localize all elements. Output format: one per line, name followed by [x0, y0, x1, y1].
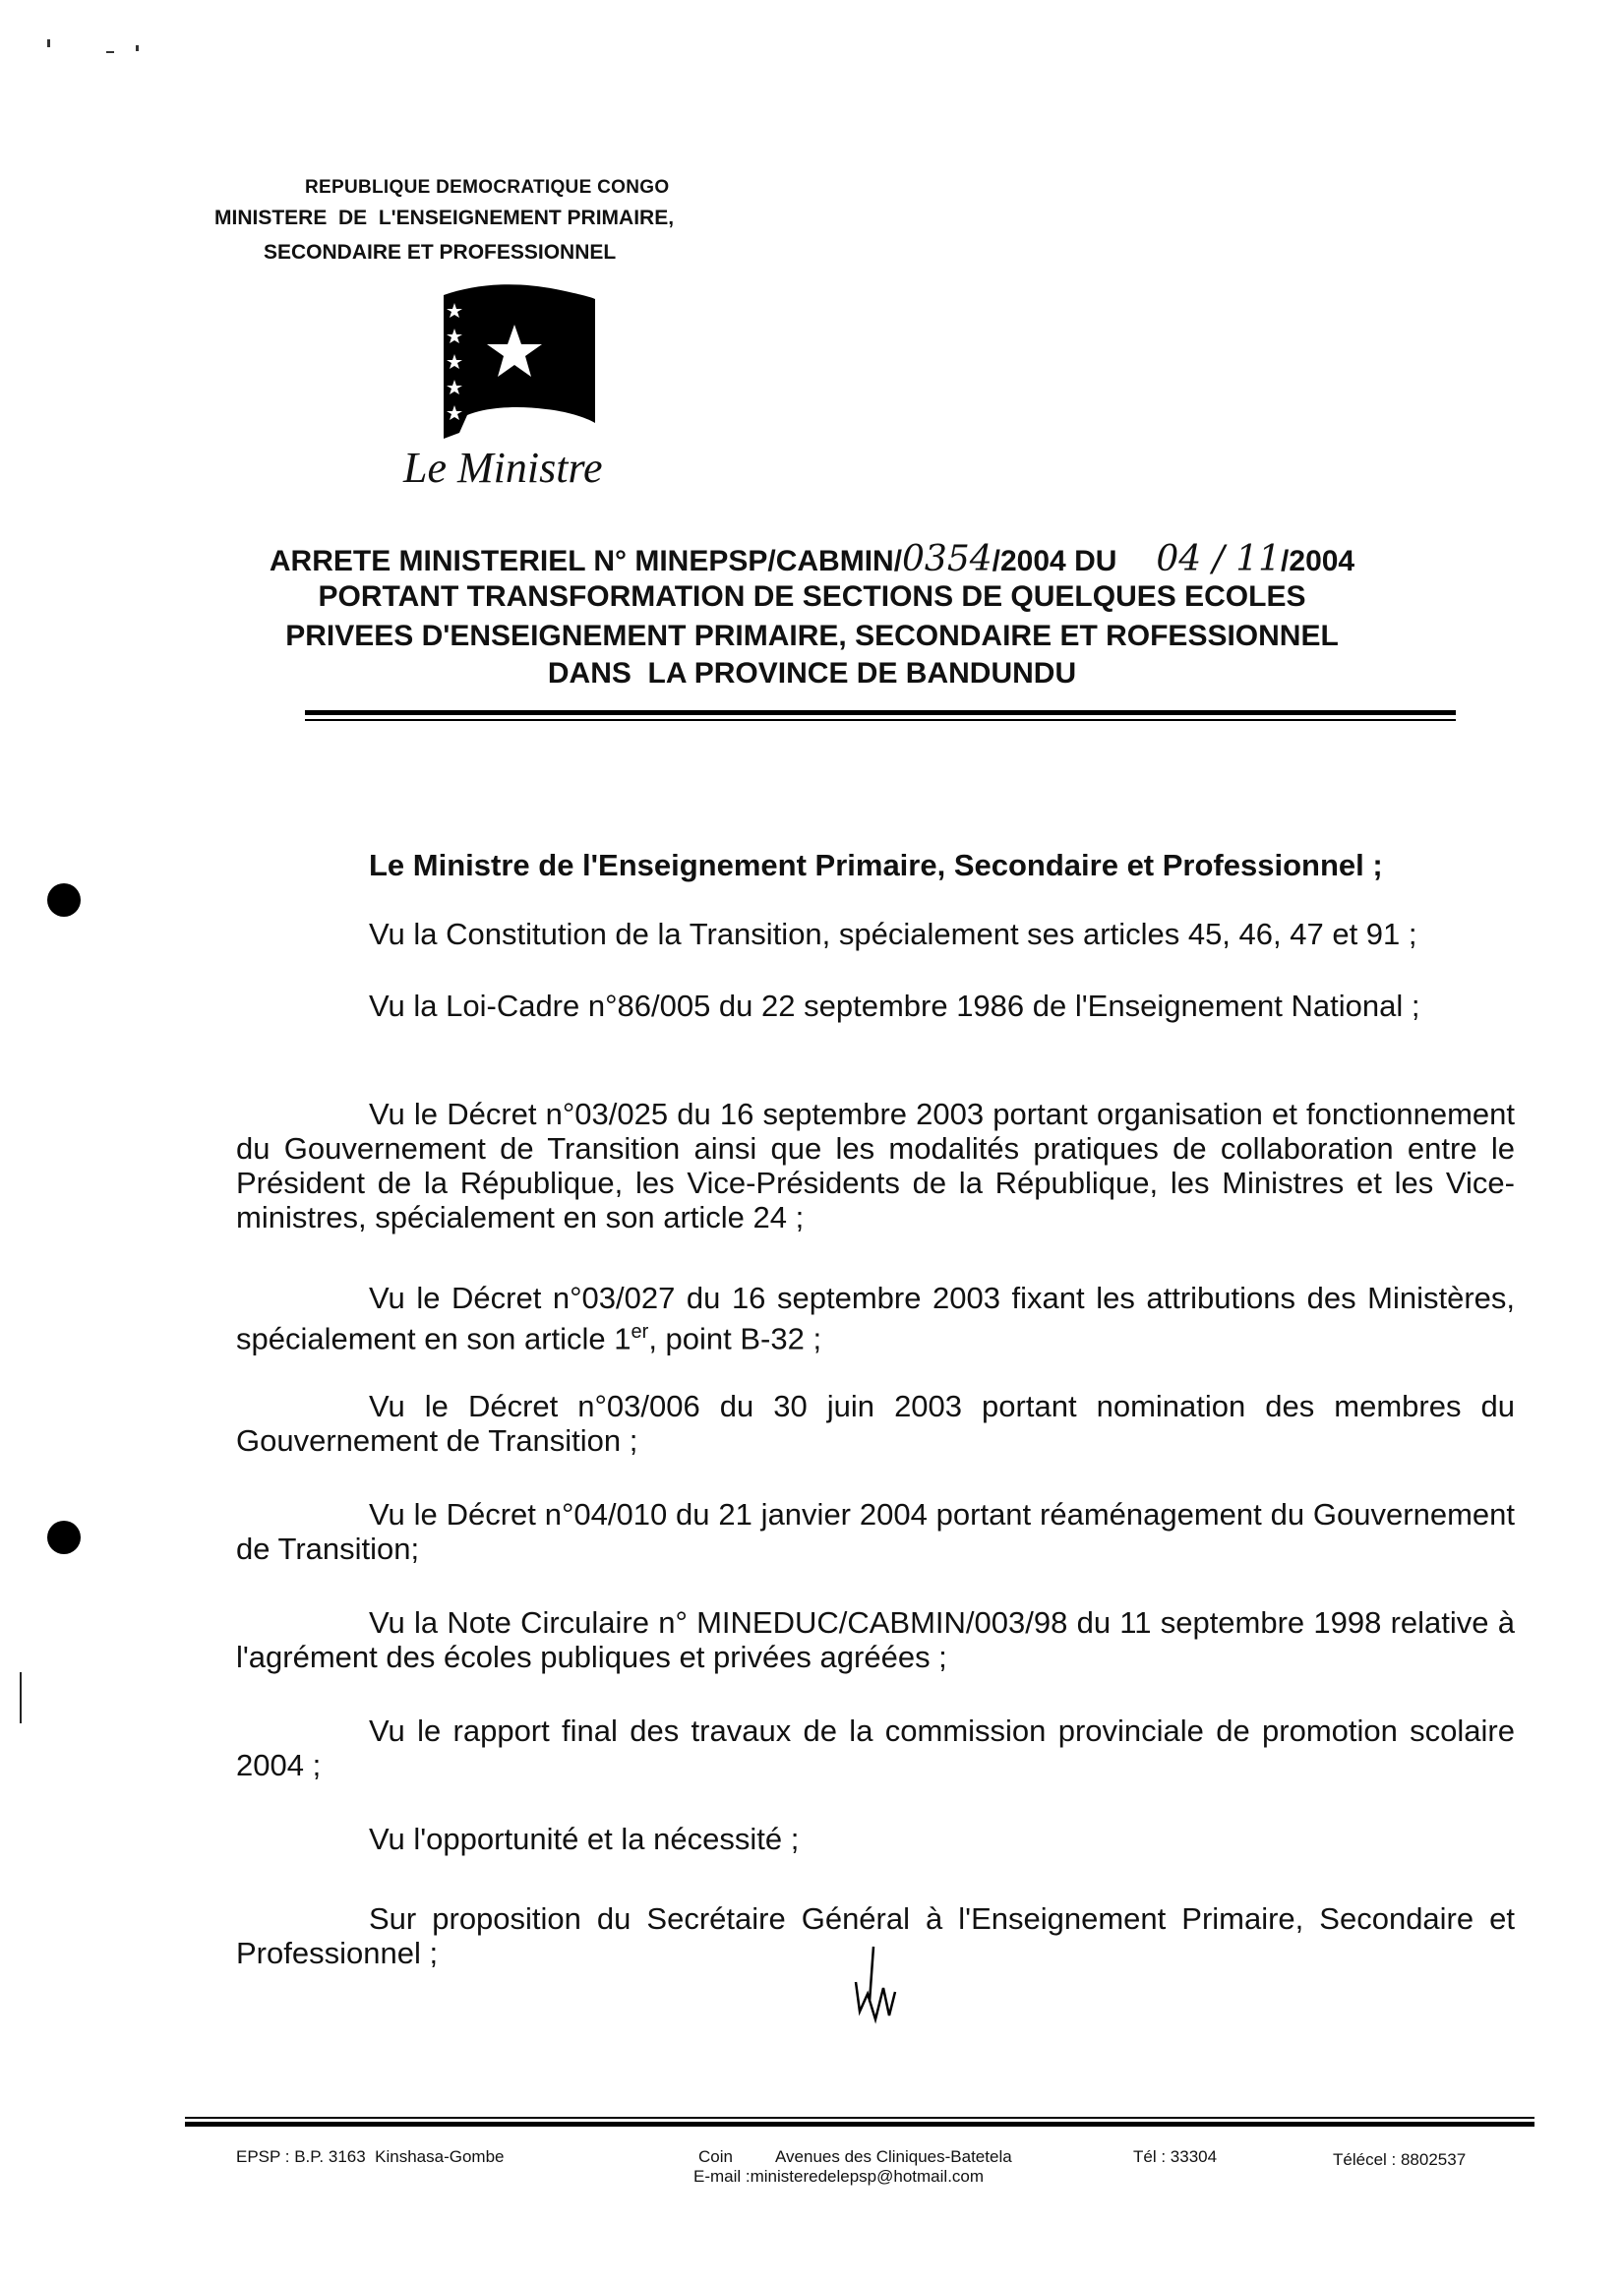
p4-text-end: , point B-32 ; — [648, 1321, 822, 1356]
punch-hole — [47, 883, 81, 917]
footer-telecel: Télécel : 8802537 — [1333, 2150, 1467, 2169]
handwritten-initials — [846, 1943, 915, 2031]
paragraph-loi-cadre: Vu la Loi-Cadre n°86/005 du 22 septembre 1986 de l'Enseignement National ; — [369, 989, 1420, 1023]
header-ministry-line2: SECONDAIRE ET PROFESSIONNEL — [264, 241, 617, 264]
decree-title-line1 — [0, 539, 1624, 579]
p4-text: Vu le Décret n°03/027 du 16 septembre 2003 fixant les attributions des Ministères, spécialement en son article 1 — [236, 1281, 1515, 1356]
decree-title-line2: PORTANT TRANSFORMATION DE SECTIONS DE QUELQUES ECOLES — [318, 580, 1306, 613]
footer-email: E-mail :ministeredelepsp@hotmail.com — [693, 2167, 985, 2186]
footer-rule-thick — [185, 2122, 1534, 2127]
footer-address: EPSP : B.P. 3163 Kinshasa-Gombe — [236, 2147, 505, 2166]
footer-coin: Coin — [698, 2147, 733, 2166]
punch-hole — [47, 1521, 81, 1554]
paragraph-constitution: Vu la Constitution de la Transition, spécialement ses articles 45, 46, 47 et 91 ; — [369, 917, 1417, 951]
scan-mark — [136, 45, 139, 51]
p4-superscript: er — [631, 1321, 649, 1343]
paragraph-decret-04-010: Vu le Décret n°04/010 du 21 janvier 2004 portant réaménagement du Gouvernement de Transition; — [236, 1497, 1515, 1566]
header-country: REPUBLIQUE DEMOCRATIQUE CONGO — [305, 177, 670, 198]
header-ministry-line1: MINISTERE DE L'ENSEIGNEMENT PRIMAIRE, — [214, 207, 675, 229]
paragraph-decret-03-025: Vu le Décret n°03/025 du 16 septembre 2003 portant organisation et fonctionnement du Gouvernement de Transition ainsi que les modalités pratiques de collaboration entre le Président de la République, les Vice-Présidents de la République, les Ministres et les Vice-ministres, spécialement en son article 24 ; — [236, 1097, 1515, 1234]
paragraph-opportunite: Vu l'opportunité et la nécessité ; — [369, 1822, 800, 1856]
footer-avenues: Avenues des Cliniques-Batetela — [775, 2147, 1012, 2166]
scan-mark — [106, 51, 114, 53]
paragraph-decret-03-006: Vu le Décret n°03/006 du 30 juin 2003 portant nomination des membres du Gouvernement de Transition ; — [236, 1389, 1515, 1458]
decree-title-line4: DANS LA PROVINCE DE BANDUNDU — [547, 657, 1077, 690]
flag-emblem — [438, 275, 600, 443]
footer-tel: Tél : 33304 — [1133, 2147, 1218, 2166]
title-mid: /2004 DU — [992, 545, 1117, 577]
paragraph-rapport-final: Vu le rapport final des travaux de la commission provinciale de promotion scolaire 2004 ; — [236, 1714, 1515, 1782]
paragraph-proposition: Sur proposition du Secrétaire Général à l'Enseignement Primaire, Secondaire et Professionnel ; — [236, 1901, 1515, 1970]
title-rule-thick — [305, 710, 1456, 715]
handwritten-date: 04 / 11 — [1156, 539, 1282, 579]
title-rule-thin — [305, 719, 1456, 721]
title-suffix: /2004 — [1281, 545, 1355, 577]
title-prefix: ARRETE MINISTERIEL N° MINEPSP/CABMIN/ — [269, 545, 903, 577]
preamble-heading: Le Ministre de l'Enseignement Primaire, Secondaire et Professionnel ; — [369, 848, 1383, 882]
decree-title-line3: PRIVEES D'ENSEIGNEMENT PRIMAIRE, SECONDAIRE ET ROFESSIONNEL — [285, 620, 1339, 652]
scan-mark — [47, 39, 50, 47]
signature-title: Le Ministre — [403, 444, 603, 492]
paragraph-note-circulaire: Vu la Note Circulaire n° MINEDUC/CABMIN/003/98 du 11 septembre 1998 relative à l'agrément des écoles publiques et privées agréées ; — [236, 1605, 1515, 1674]
paragraph-decret-03-027 — [236, 1281, 1515, 1355]
footer-rule-thin — [185, 2117, 1534, 2119]
scan-mark — [20, 1672, 22, 1723]
handwritten-number: 0354 — [902, 539, 992, 579]
